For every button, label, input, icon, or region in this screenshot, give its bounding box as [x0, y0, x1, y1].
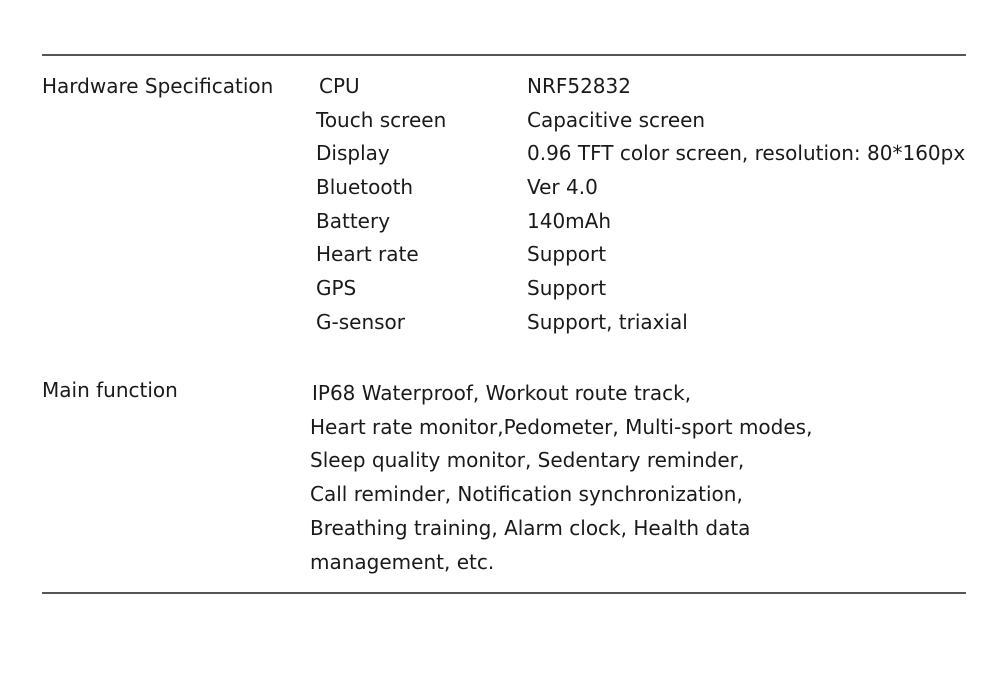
function-line: Sleep quality monitor, Sedentary reminder,: [310, 448, 745, 473]
function-line: Call reminder, Notification synchronization,: [310, 482, 743, 507]
hardware-spec-label: Hardware Specification: [42, 74, 274, 98]
function-line: management, etc.: [310, 549, 495, 574]
spec-value: Capacitive screen: [527, 107, 706, 132]
spec-value: Support: [527, 242, 607, 267]
function-line: Heart rate monitor,Pedometer, Multi-sport modes,: [310, 414, 813, 439]
spec-name: GPS: [316, 276, 357, 301]
function-line: IP68 Waterproof, Workout route track,: [312, 381, 692, 405]
spec-value: 0.96 TFT color screen, resolution: 80*160px: [527, 141, 966, 166]
spec-name: G-sensor: [316, 309, 405, 334]
spec-value: Support: [527, 276, 607, 301]
main-function-label: Main function: [42, 378, 178, 402]
spec-value: NRF52832: [527, 74, 631, 98]
spec-name: Heart rate: [316, 242, 419, 267]
top-divider: [42, 54, 966, 56]
spec-name: Bluetooth: [316, 175, 414, 200]
spec-value: Support, triaxial: [527, 309, 688, 334]
main-function-text: [310, 377, 812, 579]
spec-value: 140mAh: [527, 208, 612, 233]
bottom-divider: [42, 592, 966, 594]
spec-name: Display: [316, 141, 390, 166]
spec-name: Battery: [316, 208, 391, 233]
spec-name: CPU: [319, 74, 360, 98]
function-line: Breathing training, Alarm clock, Health data: [310, 515, 751, 540]
spec-name: Touch screen: [316, 107, 447, 132]
spec-value: Ver 4.0: [527, 175, 598, 200]
